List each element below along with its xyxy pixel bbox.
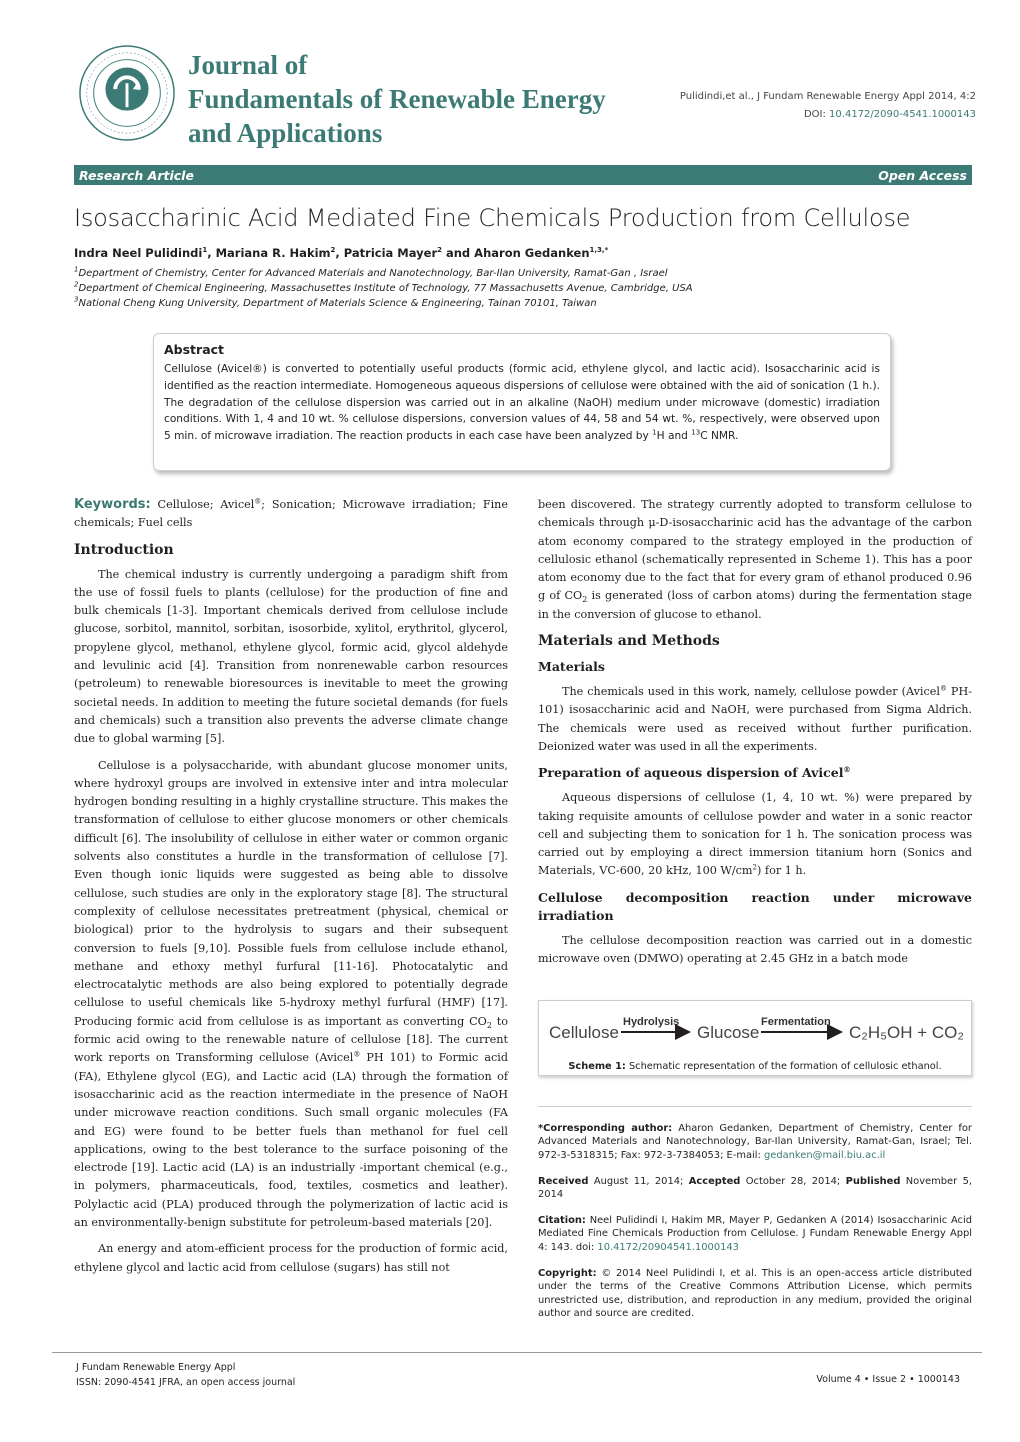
published-label: Published <box>845 1176 901 1187</box>
right-p1-a: been discovered. The strategy currently adopted to transform cellulose to chemicals through μ-D-isosaccharinic acid has the advantage of the carbon atom economy compared to the strategy employed in the production of cellulosic ethanol (schematically represented in Scheme 1). This has a poor atom economy due to the fact that for every gram of ethanol produced 0.96 g of CO <box>538 498 972 603</box>
citation-label: Citation: <box>538 1215 586 1226</box>
affiliation-1 <box>74 265 668 279</box>
doi-label: DOI: <box>803 109 830 120</box>
copyright <box>538 1267 972 1320</box>
dates <box>538 1175 972 1202</box>
authors <box>74 246 608 260</box>
intro-paragraph-2 <box>74 757 508 1233</box>
preparation-heading-text: Preparation of aqueous dispersion of Avicel <box>538 765 844 781</box>
intro-p2-sub: 2 <box>486 1020 492 1030</box>
footer-volume: Volume 4 • Issue 2 • 1000143 <box>816 1374 960 1385</box>
abstract-sup-13: 13 <box>691 428 701 437</box>
scheme-glucose: Glucose <box>697 1023 760 1042</box>
abstract-nmr-end: C NMR. <box>700 430 739 443</box>
keywords-text-b: ; Sonication; Microwave irradiation; Fine chemicals; Fuel cells <box>74 498 508 530</box>
affiliation-2-text: Department of Chemical Engineering, Massachusettes Institute of Technology, 77 Massachusetts Avenue, Cambridge, USA <box>78 283 693 294</box>
scheme-cellulose: Cellulose <box>549 1023 619 1042</box>
keywords <box>74 496 508 533</box>
footer-divider <box>52 1352 982 1353</box>
intro-p2-c: PH 101) to Formic acid (FA), Ethylene glycol (EG), and Lactic acid (LA) through the formation of isosaccharinic acid as the reaction intermediate in the presence of NaOH under microwave reaction conditions. Such small organic molecules (FA and EG) were found to be better fuels than methanol for fuel cell applications, owing to the best tolerance to the surface poisoning of the electrode [19]. Lactic acid (LA) is an industrially -important chemical (e.g., in polymers, pharmaceuticals, food, textiles, cosmetics and leather). Polylactic acid (PLA) produced through the polymerization of lactic acid is an environmentally-benign substitute for petroleum-based materials [20]. <box>74 1051 508 1229</box>
scheme-hydrolysis: Hydrolysis <box>623 1016 680 1028</box>
keywords-label: Keywords: <box>74 497 151 512</box>
preparation-reg: ® <box>843 765 851 775</box>
affiliation-1-text: Department of Chemistry, Center for Advanced Materials and Nanotechnology, Bar-Ilan University, Ramat-Gan , Israel <box>78 268 668 279</box>
citation-text: Neel Pulidindi I, Hakim MR, Mayer P, Gedanken A (2014) Isosaccharinic Acid Mediated Fine Chemicals Production from Cellulose. J Fundam Renewable Energy Appl 4: 143. doi: <box>538 1215 972 1253</box>
journal-title-line-2: Fundamentals of Renewable Energy <box>188 84 606 114</box>
article-type-bar <box>74 165 972 185</box>
header-citation-text: Pulidindi,et al., J Fundam Renewable Energy Appl 2014, 4:2 <box>679 91 976 102</box>
abstract-heading: Abstract <box>164 342 225 357</box>
materials-heading: Materials <box>538 659 605 675</box>
author-3: , Patricia Mayer <box>335 246 438 260</box>
open-access-label: Open Access <box>878 167 967 183</box>
right-p1-sub: 2 <box>582 595 588 605</box>
affiliation-2-sup: 2 <box>74 280 79 289</box>
abstract-body: Cellulose (Avicel®) is converted to potentially useful products (formic acid, ethylene glycol, and lactic acid). Isosaccharinic acid is identified as the reaction intermediate. Homogeneous aqueous dispersions of cellulose were obtained with the aid of sonication (1 h.). The degradation of the cellulose dispersion was carried out in an alkaline (NaOH) medium under microwave (domestic) irradiation conditions. With 1, 4 and 10 wt. % cellulose dispersions, conversion values of 44, 58 and 54 wt. %, respectively, were observed upon 5 min. of microwave irradiation. The reaction products in each case have been analyzed by <box>164 363 880 443</box>
scheme-diagram <box>539 1001 973 1057</box>
abstract-sup-1: 1 <box>652 428 657 437</box>
meta-divider <box>538 1106 972 1107</box>
header-doi <box>680 106 976 124</box>
intro-p2-reg: ® <box>353 1050 361 1059</box>
right-paragraph-1 <box>538 496 972 624</box>
preparation-a: Aqueous dispersions of cellulose (1, 4, 10 wt. %) were prepared by taking requisite amounts of cellulose powder and water in a sonic reactor cell and subjecting them to sonication for 1 h. The sonication process was carried out by employing a direct immersion titanium horn (Sonics and Materials, VC-600, 20 kHz, 100 W/cm <box>538 791 972 878</box>
footer-journal-name: J Fundam Renewable Energy Appl <box>76 1362 236 1373</box>
article-title: Isosaccharinic Acid Mediated Fine Chemicals Production from Cellulose <box>74 204 911 232</box>
affiliation-3 <box>74 295 597 309</box>
scheme-1 <box>538 1000 972 1076</box>
header-citation <box>680 88 976 124</box>
citation <box>538 1214 972 1254</box>
footer-issn: ISSN: 2090-4541 JFRA, an open access journal <box>76 1377 296 1388</box>
materials-b: PH-101) isosaccharinic acid and NaOH, were purchased from Sigma Aldrich. The chemicals were used as received without further purification. Deionized water was used in all the experiments. <box>538 685 972 753</box>
author-2: , Mariana R. Hakim <box>207 246 331 260</box>
preparation-paragraph <box>538 789 972 880</box>
intro-paragraph-1: The chemical industry is currently undergoing a paradigm shift from the use of fossil fuels to plants (cellulose) for the production of fine and bulk chemicals [1-3]. Important chemicals derived from cellulose include glucose, sorbitol, mannitol, sorbitan, isosorbide, xylitol, erythritol, glycerol, propylene glycol, methanol, ethylene glycol, formic acid, glycol aldehyde and levulinic acid [4]. Transition from nonrenewable carbon resources (petroleum) to renewable bioresources is inevitable to meet the growing societal needs. In addition to meeting the future societal demands (for fuels and chemicals) such a transition also prevents the adverse climate change due to global warming [5]. <box>74 567 508 746</box>
journal-logo-icon <box>78 44 176 142</box>
preparation-sup: 2 <box>752 863 758 872</box>
accepted-text: October 28, 2014; <box>740 1176 846 1187</box>
right-column <box>538 496 972 968</box>
corr-label: *Corresponding author: <box>538 1123 673 1134</box>
intro-paragraph-3: An energy and atom-efficient process for the production of formic acid, ethylene glycol and lactic acid from cellulose (sugars) has still not <box>74 1242 508 1274</box>
keywords-text-a: Cellulose; Avicel <box>150 498 255 511</box>
accepted-label: Accepted <box>688 1176 741 1187</box>
author-3-sup: 2 <box>437 246 442 255</box>
keywords-reg: ® <box>254 497 262 506</box>
left-column <box>74 496 508 1277</box>
scheme-caption-label: Scheme 1: <box>568 1061 626 1072</box>
decomposition-heading: Cellulose decomposition reaction under microwave irradiation <box>538 889 972 923</box>
introduction-heading: Introduction <box>74 541 174 558</box>
citation-doi-link[interactable]: 10.4172/20904541.1000143 <box>597 1241 739 1253</box>
journal-title-line-1: Journal of <box>188 50 308 80</box>
affiliation-2 <box>74 280 693 294</box>
intro-p2-b: to formic acid owing to the renewable nature of cellulose [18]. The current work reports on Transforming cellulose (Avicel <box>74 1014 508 1065</box>
scheme-fermentation: Fermentation <box>761 1016 831 1028</box>
materials-paragraph <box>538 683 972 756</box>
author-1-sup: 1 <box>202 246 208 255</box>
preparation-b: ) for 1 h. <box>757 864 807 878</box>
copyright-text: © 2014 Neel Pulidindi I, et al. This is an open-access article distributed under the terms of the Creative Commons Attribution License, which permits unrestricted use, distribution, and reproduction in any medium, provided the original author and source are credited. <box>538 1268 972 1319</box>
scheme-products: C₂H₅OH + CO₂ <box>849 1023 964 1042</box>
research-article-label: Research Article <box>79 167 194 183</box>
decomposition-paragraph: The cellulose decomposition reaction was carried out in a domestic microwave oven (DMWO) operating at 2.45 GHz in a batch mode <box>538 933 972 966</box>
affiliation-1-sup: 1 <box>74 265 79 274</box>
intro-p2-a: Cellulose is a polysaccharide, with abundant glucose monomer units, where hydroxyl groups are involved in extensive inter and intra molecular hydrogen bonding resulting in a highly crystalline structure. This makes the transformation of cellulose to either glucose monomers or other chemicals difficult [6]. The insolubility of cellulose in either water or common organic solvents also constitutes a hurdle in the transformation of cellulose [7]. Even though ionic liquids were suggested as being able to dissolve cellulose, such studies are only in the exploratory stage [8]. The structural complexity of cellulose necessitates pretreatment (physical, chemical or biological) prior to the hydrolysis to sugars and their subsequent conversion to fuels [9,10]. Possible fuels from cellulose include ethanol, methane and ethoxy methyl furfural [11-16]. Photocatalytic and electrocatalytic methods are also being explored to potentially degrade cellulose to useful chemicals like 5-hydroxy methyl furfural (HMF) [17]. Producing formic acid from cellulose is as important as converting CO <box>74 758 508 1028</box>
scheme-caption-text: Schematic representation of the formation of cellulosic ethanol. <box>625 1061 942 1072</box>
author-4-sup: 1,3,* <box>589 246 609 255</box>
published-text: November 5, 2014 <box>538 1176 972 1201</box>
abstract-text <box>164 361 880 445</box>
doi-link[interactable]: 10.4172/2090-4541.1000143 <box>829 109 976 120</box>
author-2-sup: 2 <box>330 246 336 255</box>
corr-text: Aharon Gedanken, Department of Chemistry, Center for Advanced Materials and Nanotechnology, Bar-Ilan University, Ramat-Gan, Israel; Tel. 972-3-5318315; Fax: 972-3-7384053; E-mail: <box>538 1123 972 1161</box>
author-1: Indra Neel Pulidindi <box>74 246 203 260</box>
received-text: August 11, 2014; <box>588 1176 689 1187</box>
journal-title <box>188 48 606 150</box>
materials-methods-heading: Materials and Methods <box>538 633 720 650</box>
journal-title-line-3: and Applications <box>188 118 383 148</box>
scheme-caption <box>539 1061 971 1072</box>
abstract-nmr-mid: H and <box>656 430 692 443</box>
footer-journal <box>76 1360 295 1390</box>
affiliation-3-sup: 3 <box>74 295 79 304</box>
copyright-label: Copyright: <box>538 1268 597 1279</box>
received-label: Received <box>538 1176 589 1187</box>
materials-reg: ® <box>939 684 947 693</box>
corresponding-author <box>538 1122 972 1162</box>
right-p1-b: is generated (loss of carbon atoms) during the fermentation stage in the conversion of glucose to ethanol. <box>538 589 972 621</box>
preparation-heading <box>538 764 972 782</box>
materials-a: The chemicals used in this work, namely, cellulose powder (Avicel <box>562 685 940 699</box>
abstract-box <box>153 333 891 471</box>
author-4: and Aharon Gedanken <box>441 246 590 260</box>
email-link[interactable]: gedanken@mail.biu.ac.il <box>763 1149 886 1161</box>
affiliation-3-text: National Cheng Kung University, Department of Materials Science & Engineering, Tainan 70101, Taiwan <box>78 298 597 309</box>
